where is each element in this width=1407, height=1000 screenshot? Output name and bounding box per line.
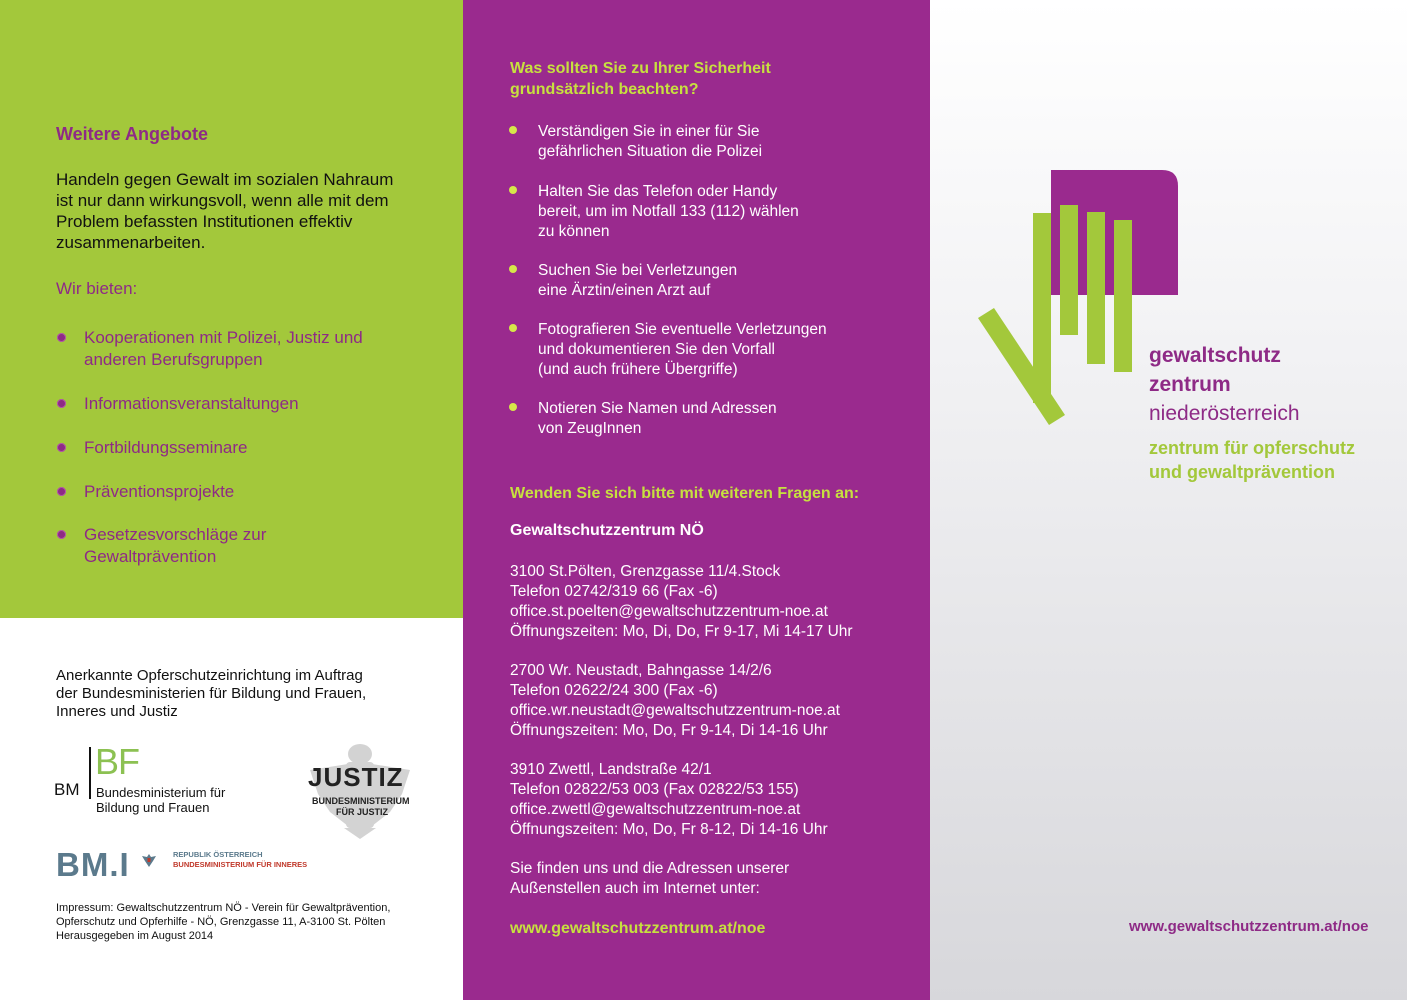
- email-link[interactable]: office.st.poelten@gewaltschutzzentrum-noe.at: [510, 603, 828, 620]
- bullet-icon: [509, 403, 517, 411]
- bullet-icon: [509, 126, 517, 134]
- office-wr-neustadt: 2700 Wr. Neustadt, Bahngasse 14/2/6 Telefon 02622/24 300 (Fax -6) office.wr.neustadt@gewaltschutzzentrum-noe.at Öffnungszeiten: Mo, Do, Fr 9-14, Di 14-16 Uhr: [510, 661, 925, 741]
- list-item: Präventionsprojekte: [56, 481, 456, 524]
- bmi-logo: BM.I REPUBLIK ÖSTERREICH BUNDESMINISTERIUM FÜR INNERES: [56, 846, 308, 883]
- impressum: Impressum: Gewaltschutzzentrum NÖ - Verein für Gewaltprävention, Opferschutz und Opferhilfe - NÖ, Grenzgasse 11, A-3100 St. Pölten Herausgegeben im August 2014: [56, 902, 391, 942]
- recognition-text: Anerkannte Opferschutzeinrichtung im Auftrag der Bundesministerien für Bildung und Frauen, Inneres und Justiz: [56, 667, 367, 720]
- justiz-wordmark: JUSTIZ: [308, 762, 404, 792]
- justiz-logo: JUSTIZ BUNDESMINISTERIUM FÜR JUSTIZ: [300, 740, 420, 840]
- online-note: Sie finden uns und die Adressen unserer Außenstellen auch im Internet unter:: [510, 860, 790, 897]
- safety-heading: Was sollten Sie zu Ihrer Sicherheit grundsätzlich beachten?: [510, 60, 771, 98]
- bmi-wordmark: BM.I: [56, 846, 130, 883]
- austria-eagle-icon: [141, 852, 157, 868]
- list-item: Verständigen Sie in einer für Sie gefährlichen Situation die Polizei: [509, 122, 919, 182]
- left-panel: [0, 0, 463, 1000]
- email-link[interactable]: office.zwettl@gewaltschutzzentrum-noe.at: [510, 801, 801, 818]
- email-link[interactable]: office.wr.neustadt@gewaltschutzzentrum-noe.at: [510, 702, 840, 719]
- offers-label: Wir bieten:: [56, 279, 138, 298]
- contact-heading: Wenden Sie sich bitte mit weiteren Fragen an:: [510, 485, 860, 502]
- middle-panel: [463, 0, 930, 1000]
- offers-heading: Weitere Angebote: [56, 124, 209, 144]
- bullet-icon: [509, 324, 517, 332]
- safety-tips: [509, 122, 919, 439]
- bullet-icon: [509, 186, 517, 194]
- list-item: Gesetzesvorschläge zur Gewaltprävention: [56, 524, 456, 568]
- offers-list: [56, 327, 456, 568]
- tagline: zentrum für opferschutz und gewaltprävention: [1149, 438, 1356, 482]
- list-item: Suchen Sie bei Verletzungen eine Ärztin/einen Arzt auf: [509, 261, 919, 320]
- bmbf-logo: BM BF Bundesministerium für Bildung und Frauen: [54, 741, 226, 815]
- website-link[interactable]: www.gewaltschutzzentrum.at/noe: [510, 920, 766, 937]
- list-item: Halten Sie das Telefon oder Handy bereit, um im Notfall 133 (112) wählen zu können: [509, 182, 919, 261]
- list-item: Fotografieren Sie eventuelle Verletzungen und dokumentieren Sie den Vorfall (und auch frühere Übergriffe): [509, 320, 919, 399]
- bullet-icon: [57, 443, 66, 452]
- brand-name: gewaltschutz zentrum niederösterreich: [1149, 344, 1300, 425]
- offers-intro: Handeln gegen Gewalt im sozialen Nahraum ist nur dann wirkungsvoll, wenn alle mit dem Problem befassten Institutionen effektiv zusammenarbeiten.: [56, 170, 394, 252]
- list-item: Informationsveranstaltungen: [56, 393, 456, 437]
- bullet-icon: [57, 487, 66, 496]
- offers-section: [0, 0, 463, 618]
- office-zwettl: 3910 Zwettl, Landstraße 42/1 Telefon 02822/53 003 (Fax 02822/53 155) office.zwettl@gewaltschutzzentrum-noe.at Öffnungszeiten: Mo, Do, Fr 8-12, Di 14-16 Uhr: [510, 760, 925, 840]
- logo-divider: [89, 747, 91, 799]
- bmbf-mark: BF: [95, 741, 140, 782]
- list-item: Kooperationen mit Polizei, Justiz und anderen Berufsgruppen: [56, 327, 456, 393]
- bullet-icon: [57, 530, 66, 539]
- list-item: Notieren Sie Namen und Adressen von ZeugInnen: [509, 399, 919, 439]
- right-panel: [930, 0, 1407, 1000]
- org-name: Gewaltschutzzentrum NÖ: [510, 522, 704, 539]
- bullet-icon: [57, 333, 66, 342]
- list-item: Fortbildungsseminare: [56, 437, 456, 481]
- bullet-icon: [57, 399, 66, 408]
- website-link[interactable]: www.gewaltschutzzentrum.at/noe: [1129, 918, 1369, 935]
- bullet-icon: [509, 265, 517, 273]
- office-st-poelten: 3100 St.Pölten, Grenzgasse 11/4.Stock Telefon 02742/319 66 (Fax -6) office.st.poelten@gewaltschutzzentrum-noe.at Öffnungszeiten: Mo, Di, Do, Fr 9-17, Mi 14-17 Uhr: [510, 562, 925, 642]
